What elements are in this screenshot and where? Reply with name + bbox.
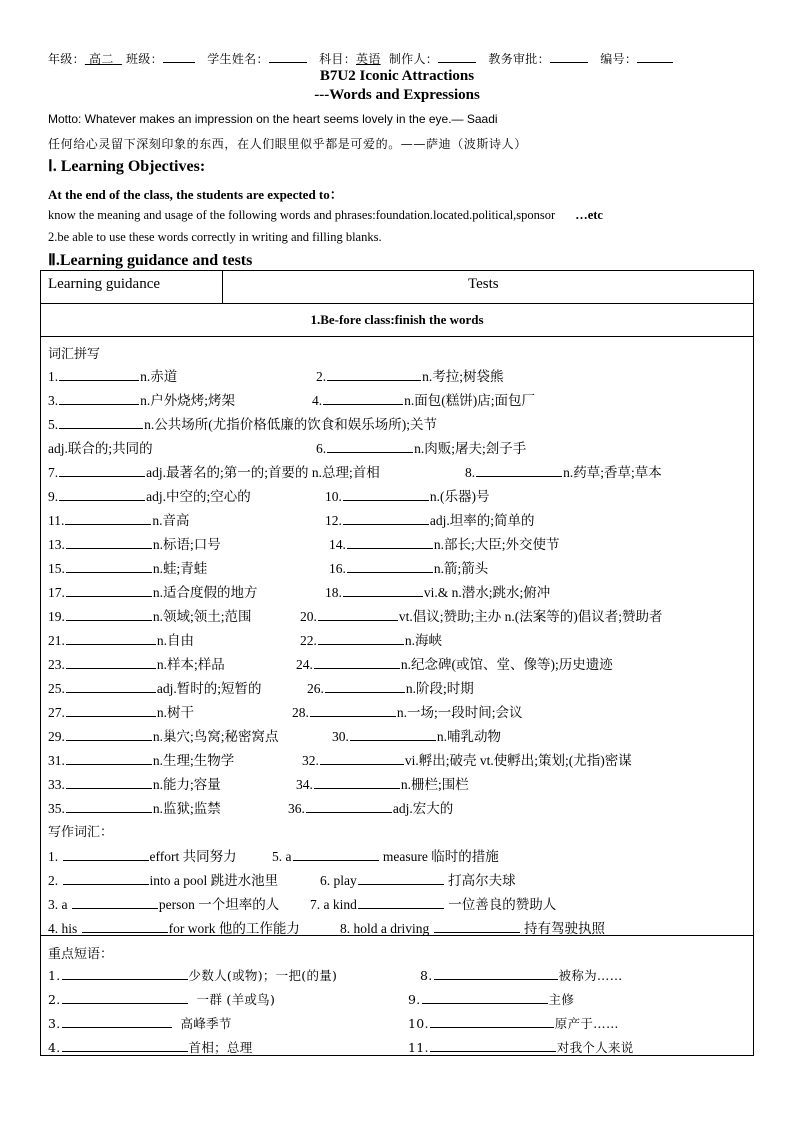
answer-blank[interactable]	[66, 560, 152, 573]
review-blank[interactable]	[550, 51, 588, 63]
vocab-item: 16. n.箭;箭头	[329, 561, 489, 576]
table-divider	[40, 303, 754, 304]
vocab-item: adj.联合的;共同的	[48, 441, 153, 456]
table-divider	[40, 336, 754, 337]
answer-blank[interactable]	[306, 800, 392, 813]
answer-blank[interactable]	[434, 920, 520, 933]
objective-item-1: know the meaning and usage of the following words and phrases:foundation.located.political,sponsor …etc	[48, 208, 603, 222]
page-title: B7U2 Iconic Attractions	[319, 68, 475, 84]
answer-blank[interactable]	[314, 656, 400, 669]
section1-heading: Ⅰ. Learning Objectives:	[48, 158, 206, 175]
phrase-row	[48, 990, 748, 1010]
vocab-row	[48, 389, 748, 409]
grade-value: 高二	[89, 52, 114, 66]
writing-row	[48, 893, 748, 913]
answer-blank[interactable]	[72, 896, 158, 909]
vocab-item: 18. vi.& n.潜水;跳水;俯冲	[325, 585, 551, 600]
vocab-row	[48, 773, 748, 793]
vocab-row	[48, 677, 748, 697]
answer-blank[interactable]	[325, 680, 405, 693]
answer-blank[interactable]	[59, 416, 143, 429]
answer-blank[interactable]	[59, 464, 145, 477]
vocab-item: 25. adj.暂时的;短暂的	[48, 681, 262, 696]
answer-blank[interactable]	[430, 1015, 554, 1028]
vocab-row	[48, 629, 748, 649]
vocab-row	[48, 749, 748, 769]
maker-blank[interactable]	[438, 51, 476, 63]
number-blank[interactable]	[637, 51, 673, 63]
answer-blank[interactable]	[422, 991, 548, 1004]
vocab-item: 12. adj.坦率的;简单的	[325, 513, 535, 528]
vocab-item: 34. n.栅栏;围栏	[296, 777, 469, 792]
vocab-row	[48, 485, 748, 505]
vocab-item: 23. n.样本;样品	[48, 657, 225, 672]
vocab-item: 35. n.监狱;监禁	[48, 801, 221, 816]
writing-item: 1. effort 共同努力	[48, 849, 237, 864]
writing-label: 写作词汇：	[48, 825, 114, 840]
phrase-item: 2. 一群 (羊或鸟)	[48, 992, 276, 1007]
answer-blank[interactable]	[63, 872, 149, 885]
answer-blank[interactable]	[65, 512, 151, 525]
motto-chinese: 任何给心灵留下深刻印象的东西，在人们眼里似乎都是可爱的。——萨迪（波斯诗人）	[48, 137, 527, 151]
col-header-tests: Tests	[468, 276, 499, 292]
vocab-row	[48, 437, 748, 457]
vocab-row	[48, 653, 748, 673]
vocab-item: 15. n.蛙;青蛙	[48, 561, 208, 576]
vocab-row	[48, 581, 748, 601]
phrase-item: 1. 少数人(或物)；一把(的量)	[48, 968, 338, 983]
vocab-item: 22. n.海峡	[300, 633, 442, 648]
answer-blank[interactable]	[350, 728, 436, 741]
answer-blank[interactable]	[343, 488, 429, 501]
answer-blank[interactable]	[66, 632, 156, 645]
phrase-row	[48, 1014, 748, 1034]
writing-row	[48, 845, 748, 865]
vocab-label: 词汇拼写	[48, 347, 101, 362]
table-col-divider	[222, 270, 223, 303]
answer-blank[interactable]	[434, 967, 558, 980]
answer-blank[interactable]	[327, 368, 421, 381]
answer-blank[interactable]	[358, 872, 444, 885]
answer-blank[interactable]	[327, 440, 413, 453]
vocab-item: 30. n.哺乳动物	[332, 729, 501, 744]
writing-item: 7. a kind 一位善良的赞助人	[310, 897, 557, 912]
vocab-item: 19. n.领域;领土;范围	[48, 609, 252, 624]
vocab-item: 24. n.纪念碑(或馆、堂、像等);历史遗迹	[296, 657, 613, 672]
phrase-item: 4. 首相；总理	[48, 1040, 253, 1055]
vocab-item: 20. vt.倡议;赞助;主办 n.(法案等的)倡议者;赞助者	[300, 609, 663, 624]
answer-blank[interactable]	[358, 896, 444, 909]
phrase-item: 10. 原产于……	[408, 1016, 619, 1031]
answer-blank[interactable]	[82, 920, 168, 933]
header-line	[48, 50, 748, 67]
answer-blank[interactable]	[293, 848, 379, 861]
class-blank[interactable]	[163, 51, 195, 63]
vocab-item: 33. n.能力;容量	[48, 777, 221, 792]
vocab-row	[48, 605, 748, 625]
writing-row	[48, 869, 748, 889]
answer-blank[interactable]	[66, 584, 152, 597]
vocab-item: 17. n.适合度假的地方	[48, 585, 258, 600]
section2-heading: Ⅱ.Learning guidance and tests	[48, 252, 253, 269]
answer-blank[interactable]	[343, 584, 423, 597]
answer-blank[interactable]	[347, 536, 433, 549]
vocab-row	[48, 365, 748, 385]
writing-item: 3. a person 一个坦率的人	[48, 897, 280, 912]
vocab-row	[48, 797, 748, 817]
answer-blank[interactable]	[62, 967, 188, 980]
writing-item: 4. his for work 他的工作能力	[48, 921, 300, 936]
vocab-item: 9. adj.中空的;空心的	[48, 489, 251, 504]
writing-item: 2. into a pool 跳进水池里	[48, 873, 279, 888]
vocab-row	[48, 509, 748, 529]
vocab-row	[48, 725, 748, 745]
vocab-item: 10. n.(乐器)号	[325, 489, 490, 504]
vocab-item: 29. n.巢穴;鸟窝;秘密窝点	[48, 729, 279, 744]
answer-blank[interactable]	[343, 512, 429, 525]
answer-blank[interactable]	[62, 1015, 172, 1028]
phrase-item: 8. 被称为……	[420, 968, 623, 983]
vocab-row	[48, 461, 748, 481]
phrases-label: 重点短语：	[48, 947, 114, 962]
answer-blank[interactable]	[63, 848, 149, 861]
writing-row	[48, 917, 748, 937]
answer-blank[interactable]	[62, 1039, 188, 1052]
answer-blank[interactable]	[66, 752, 152, 765]
phrase-row	[48, 966, 748, 986]
col-header-guidance: Learning guidance	[48, 276, 161, 292]
answer-blank[interactable]	[66, 704, 156, 717]
vocab-item: 26. n.阶段;时期	[307, 681, 474, 696]
vocab-item: 31. n.生理;生物学	[48, 753, 235, 768]
maker-label: 制作人：	[388, 52, 439, 66]
answer-blank[interactable]	[323, 392, 403, 405]
student-label: 学生姓名：	[207, 52, 269, 66]
answer-blank[interactable]	[430, 1039, 556, 1052]
vocab-item: 11. n.音高	[48, 513, 190, 528]
phrase-item: 3. 高峰季节	[48, 1016, 232, 1031]
writing-item: 5. a measure 临时的措施	[272, 849, 499, 864]
subject-label: 科目：	[319, 52, 357, 66]
answer-blank[interactable]	[476, 464, 562, 477]
writing-item: 8. hold a driving 持有驾驶执照	[340, 921, 605, 936]
vocab-item: 3. n.户外烧烤;烤架	[48, 393, 236, 408]
student-blank[interactable]	[269, 51, 307, 63]
vocab-item: 2. n.考拉;树袋熊	[316, 369, 504, 384]
answer-blank[interactable]	[320, 752, 404, 765]
grade-label: 年级：	[48, 52, 85, 66]
vocab-item: 7. adj.最著名的;第一的;首要的 n.总理;首相	[48, 465, 380, 480]
answer-blank[interactable]	[59, 488, 145, 501]
phrase-item: 9. 主修	[408, 992, 575, 1007]
answer-blank[interactable]	[314, 776, 400, 789]
before-class-heading: 1.Be-fore class:finish the words	[310, 312, 484, 327]
answer-blank[interactable]	[66, 800, 152, 813]
vocab-item: 1. n.赤道	[48, 369, 178, 384]
vocab-item: 13. n.标语;口号	[48, 537, 221, 552]
answer-blank[interactable]	[66, 680, 156, 693]
vocab-item: 28. n.一场;一段时间;会议	[292, 705, 523, 720]
review-label: 教务审批：	[488, 52, 550, 66]
vocab-item: 36. adj.宏大的	[288, 801, 454, 816]
answer-blank[interactable]	[62, 991, 188, 1004]
answer-blank[interactable]	[66, 728, 152, 741]
page-subtitle: ---Words and Expressions	[314, 87, 480, 103]
answer-blank[interactable]	[59, 368, 139, 381]
answer-blank[interactable]	[59, 392, 139, 405]
vocab-item: 32. vi.孵出;破壳 vt.使孵出;策划;(尤指)密谋	[302, 753, 632, 768]
phrase-item: 11. 对我个人来说	[408, 1040, 634, 1055]
answer-blank[interactable]	[318, 632, 404, 645]
answer-blank[interactable]	[347, 560, 433, 573]
answer-blank[interactable]	[66, 776, 152, 789]
vocab-row	[48, 701, 748, 721]
phrase-row	[48, 1038, 748, 1058]
answer-blank[interactable]	[66, 656, 156, 669]
objectives-intro: At the end of the class, the students are expected to：	[48, 187, 343, 202]
writing-item: 6. play 打高尔夫球	[320, 873, 516, 888]
answer-blank[interactable]	[318, 608, 398, 621]
class-label: 班级：	[126, 52, 163, 66]
subject-value: 英语	[356, 52, 381, 66]
objective-item-2: 2.be able to use these words correctly in writing and filling blanks.	[48, 230, 382, 244]
number-label: 编号：	[600, 52, 638, 66]
vocab-row	[48, 557, 748, 577]
vocab-item: 8. n.药草;香草;草本	[465, 465, 662, 480]
vocab-item: 6. n.肉贩;屠夫;刽子手	[316, 441, 527, 456]
vocab-row	[48, 413, 748, 433]
answer-blank[interactable]	[66, 608, 152, 621]
vocab-item: 4. n.面包(糕饼)店;面包厂	[312, 393, 535, 408]
answer-blank[interactable]	[310, 704, 396, 717]
vocab-item: 14. n.部长;大臣;外交使节	[329, 537, 560, 552]
motto-english: Motto: Whatever makes an impression on the heart seems lovely in the eye.— Saadi	[48, 112, 498, 126]
vocab-row	[48, 533, 748, 553]
vocab-item: 5. n.公共场所(尤指价格低廉的饮食和娱乐场所);关节	[48, 417, 437, 432]
vocab-item: 21. n.自由	[48, 633, 194, 648]
vocab-item: 27. n.树干	[48, 705, 194, 720]
answer-blank[interactable]	[66, 536, 152, 549]
